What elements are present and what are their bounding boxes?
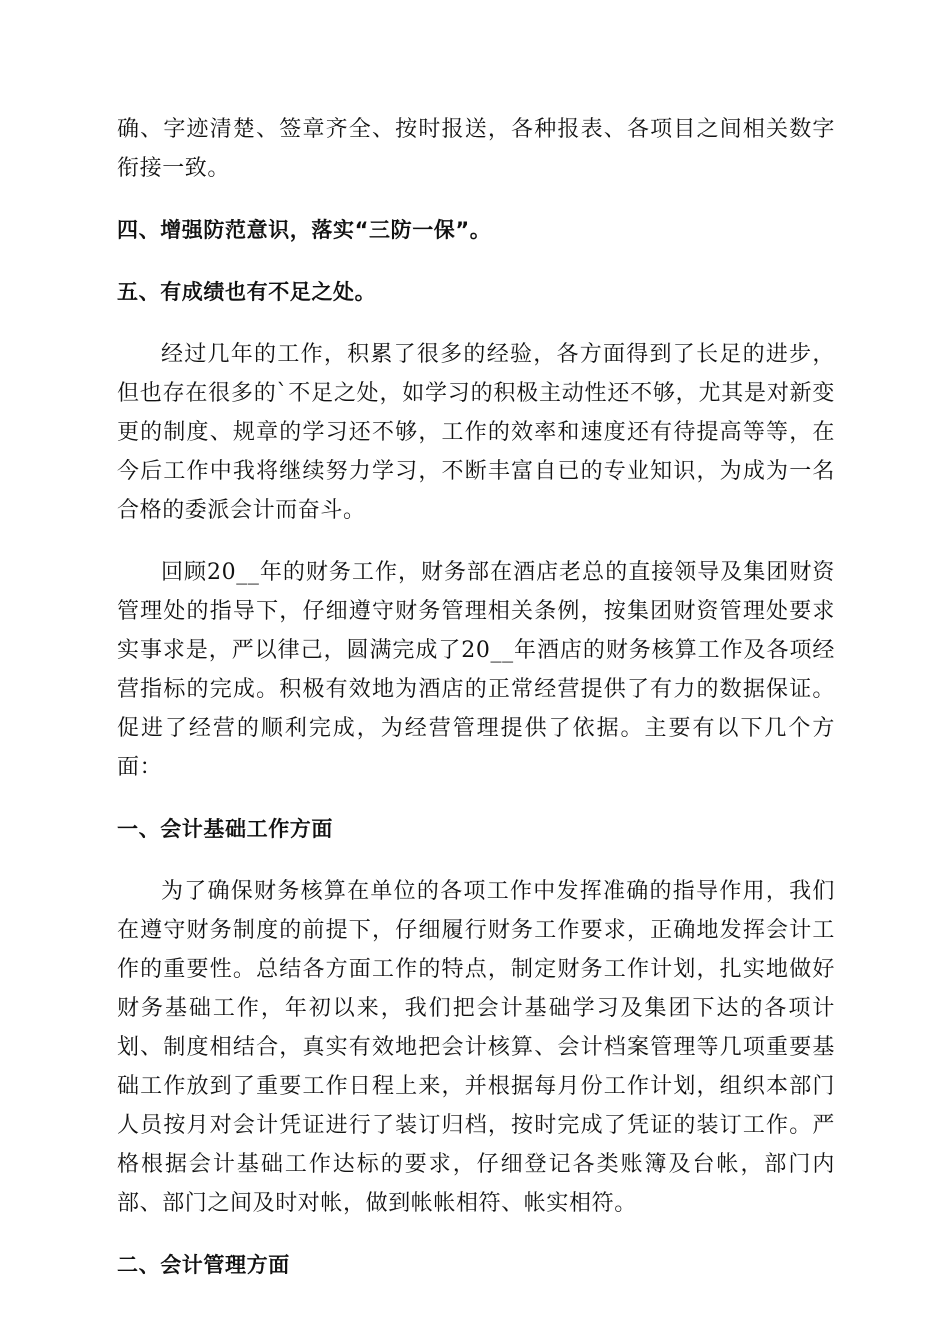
document-page xyxy=(117,110,835,1308)
paragraph-accounting-basics: 为了确保财务核算在单位的各项工作中发挥准确的指导作用，我们在遵守财务制度的前提下，仔细履行财务工作要求，正确地发挥会计工作的重要性。总结各方面工作的特点，制定财务工作计划，扎实地做好财务基础工作，年初以来，我们把会计基础学习及集团下达的各项计划、制度相结合，真实有效地把会计核算、会计档案管理等几项重要基础工作放到了重要工作日程上来，并根据每月份工作计划，组织本部门人员按月对会计凭证进行了装订归档，按时完成了凭证的装订工作。严格根据会计基础工作达标的要求，仔细登记各类账簿及台帐，部门内部、部门之间及时对帐，做到帐帐相符、帐实相符。 xyxy=(117,879,835,1216)
section-heading-4: 四、增强防范意识，落实“三防一保”。 xyxy=(117,218,492,242)
paragraph-shortcomings: 经过几年的工作，积累了很多的经验，各方面得到了长足的进步，但也存在很多的`不足之处，如学习的积极主动性还不够，尤其是对新变更的制度、规章的学习还不够，工作的效率和速度还有待提高等等，在今后工作中我将继续努力学习，不断丰富自已的专业知识，为成为一名合格的委派会计而奋斗。 xyxy=(117,342,835,523)
section-heading-1: 一、会计基础工作方面 xyxy=(117,817,333,841)
paragraph-continuation: 确、字迹清楚、签章齐全、按时报送，各种报表、各项目之间相关数字衔接一致。 xyxy=(117,117,835,181)
section-heading-5: 五、有成绩也有不足之处。 xyxy=(117,280,377,304)
paragraph-review: 回顾20__年的财务工作，财务部在酒店老总的直接领导及集团财资管理处的指导下，仔细遵守财务管理相关条例，按集团财资管理处要求实事求是，严以律己，圆满完成了20__年酒店的财务核算工作及各项经营指标的完成。积极有效地为酒店的正常经营提供了有力的数据保证。促进了经营的顺利完成，为经营管理提供了依据。主要有以下几个方面： xyxy=(117,560,835,780)
section-heading-2: 二、会计管理方面 xyxy=(117,1253,290,1277)
